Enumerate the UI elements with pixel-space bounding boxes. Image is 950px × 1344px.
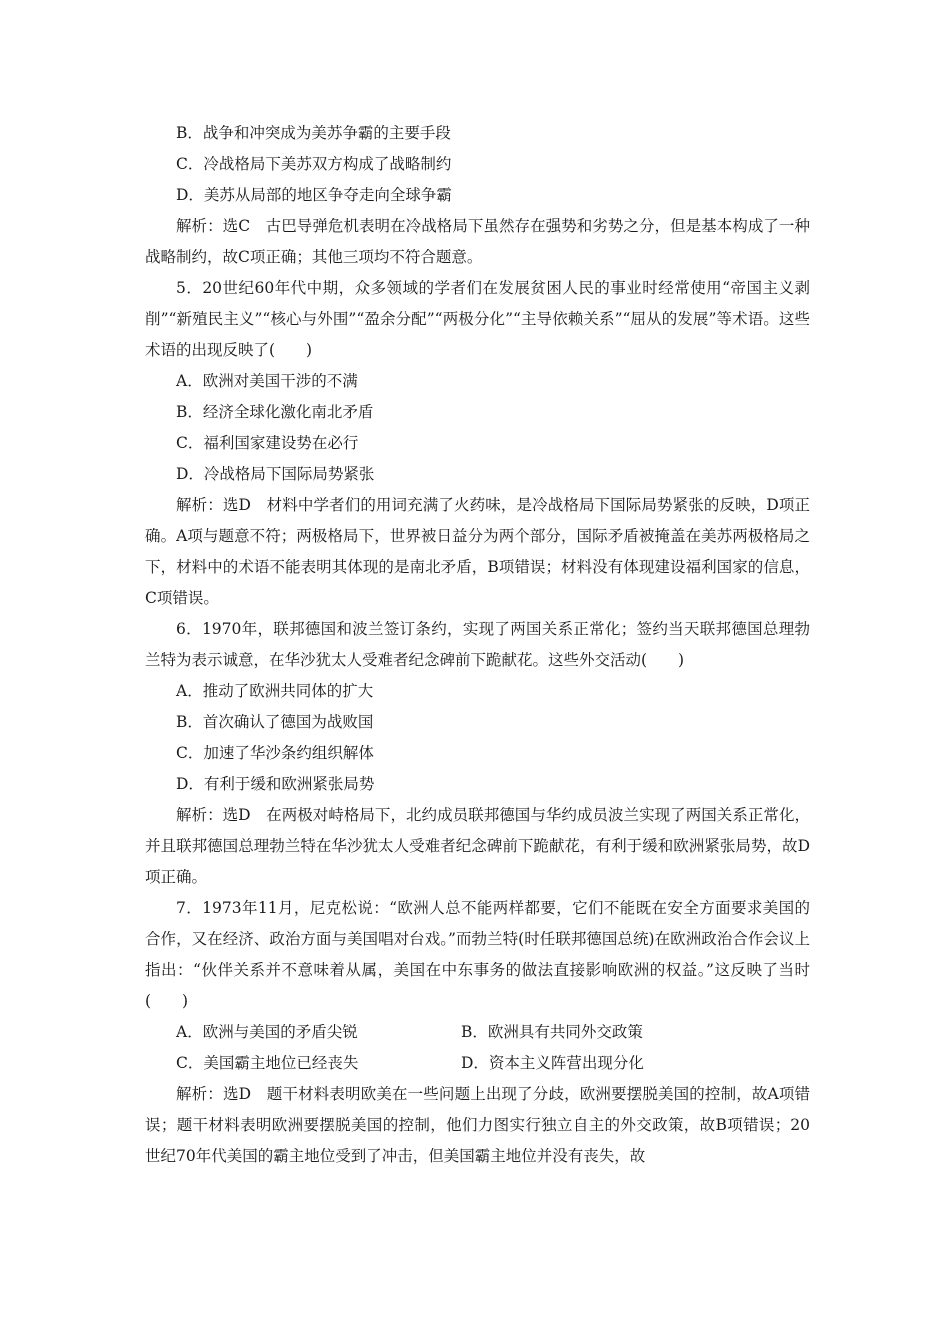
q4-option-b: B．战争和冲突成为美苏争霸的主要手段 xyxy=(176,124,451,142)
q7-analysis: 解析：选D 题干材料表明欧美在一些问题上出现了分歧，欧洲要摆脱美国的控制，故A项错误；题干材料表明欧洲要摆脱美国的控制，他们力图实行独立自主的外交政策，故B项错误；20世纪70年代美国的霸主地位受到了冲击，但美国霸主地位并没有丧失，故 xyxy=(145,1085,810,1165)
q6-analysis: 解析：选D 在两极对峙格局下，北约成员联邦德国与华约成员波兰实现了两国关系正常化，并且联邦德国总理勃兰特在华沙犹太人受难者纪念碑前下跪献花，有利于缓和欧洲紧张局势，故D项正确。 xyxy=(145,806,810,886)
q4-option-c: C．冷战格局下美苏双方构成了战略制约 xyxy=(176,155,452,173)
q5-stem: 5．20世纪60年代中期，众多领域的学者们在发展贫困人民的事业时经常使用“帝国主义剥削”“新殖民主义”“核心与外围”“盈余分配”“两极分化”“主导依赖关系”“屈从的发展”等术语。这些术语的出现反映了( ) xyxy=(145,279,810,359)
q6-stem: 6．1970年，联邦德国和波兰签订条约，实现了两国关系正常化；签约当天联邦德国总理勃兰特为表示诚意，在华沙犹太人受难者纪念碑前下跪献花。这些外交活动( ) xyxy=(145,620,810,669)
q5-analysis: 解析：选D 材料中学者们的用词充满了火药味，是冷战格局下国际局势紧张的反映，D项正确。A项与题意不符；两极格局下，世界被日益分为两个部分，国际矛盾被掩盖在美苏两极格局之下，材料中的术语不能表明其体现的是南北矛盾，B项错误；材料没有体现建设福利国家的信息，C项错误。 xyxy=(145,496,810,607)
q7-options-row-1 xyxy=(145,1017,810,1048)
q5-option-a: A．欧洲对美国干涉的不满 xyxy=(176,372,358,390)
page-content xyxy=(145,118,810,1172)
q7-option-d: D．资本主义阵营出现分化 xyxy=(461,1054,644,1072)
q6-option-d: D．有利于缓和欧洲紧张局势 xyxy=(176,775,375,793)
q6-option-a: A．推动了欧洲共同体的扩大 xyxy=(176,682,374,700)
q4-option-d: D．美苏从局部的地区争夺走向全球争霸 xyxy=(176,186,452,204)
q6-option-b: B．首次确认了德国为战败国 xyxy=(176,713,374,731)
q7-option-a: A．欧洲与美国的矛盾尖锐 xyxy=(176,1023,358,1041)
q7-option-b: B．欧洲具有共同外交政策 xyxy=(461,1023,643,1041)
q5-option-c: C．福利国家建设势在必行 xyxy=(176,434,359,452)
q6-option-c: C．加速了华沙条约组织解体 xyxy=(176,744,374,762)
q7-options-row-2 xyxy=(145,1048,810,1079)
q5-option-b: B．经济全球化激化南北矛盾 xyxy=(176,403,374,421)
q7-option-c: C．美国霸主地位已经丧失 xyxy=(176,1054,359,1072)
q5-option-d: D．冷战格局下国际局势紧张 xyxy=(176,465,375,483)
q7-stem: 7．1973年11月，尼克松说：“欧洲人总不能两样都要，它们不能既在安全方面要求美国的合作，又在经济、政治方面与美国唱对台戏。”而勃兰特(时任联邦德国总统)在欧洲政治合作会议上指出：“伙伴关系并不意味着从属，美国在中东事务的做法直接影响欧洲的权益。”这反映了当时( ) xyxy=(145,899,810,1010)
q4-analysis: 解析：选C 古巴导弹危机表明在冷战格局下虽然存在强势和劣势之分，但是基本构成了一种战略制约，故C项正确；其他三项均不符合题意。 xyxy=(145,217,810,266)
